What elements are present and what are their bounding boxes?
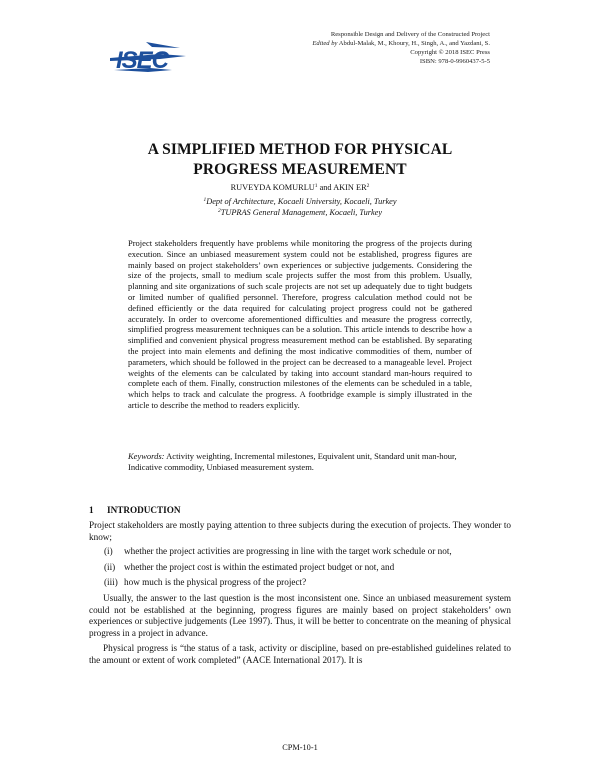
keywords: [128, 451, 472, 473]
keywords-label: Keywords:: [128, 451, 165, 461]
intro-paragraph-3: Physical progress is “the status of a task, activity or discipline, based on pre-established guidelines related to the amount or extent of work completed” (AACE International 2017). It is: [89, 643, 511, 665]
paper-title: [0, 140, 600, 180]
list-item: [104, 562, 511, 574]
intro-paragraph-2: Usually, the answer to the last question is the most inconsistent one. Since an unbiased measurement system could not be established at the beginning, progress figures are mainly based on project stakeholders’ own experiences or subjective judgements (Lee 1997). Thus, it will be better to concentrate on the meaning of physical progress in a project in advance.: [89, 592, 511, 638]
proceedings-title: Responsible Design and Delivery of the Constructed Project: [330, 31, 490, 38]
list-item-text: whether the project cost is within the estimated project budget or not, and: [124, 561, 395, 572]
list-item: [104, 546, 511, 558]
affil-2-sup: 2: [217, 208, 221, 214]
list-item-label: (iii): [104, 577, 118, 588]
author-1-sup: 1: [314, 183, 318, 189]
title-line-2: PROGRESS MEASUREMENT: [193, 161, 407, 178]
intro-paragraph-1: Project stakeholders are mostly paying attention to three subjects during the execution of projects. They wonder to know;: [89, 520, 511, 542]
keywords-text: Activity weighting, Incremental milestones, Equivalent unit, Standard unit man-hour, Indicative commodity, Unbiased measurement system.: [128, 451, 457, 472]
list-item-text: whether the project activities are progressing in line with the target work schedule or not,: [124, 546, 452, 557]
isec-logo: [100, 34, 192, 82]
affiliation-2: [0, 207, 600, 218]
editors-line: [312, 39, 490, 48]
editors-names: Abdul-Malak, M., Khoury, H., Singh, A., and Yazdani, S.: [338, 40, 490, 47]
affil-1-text: Dept of Architecture, Kocaeli University, Kocaeli, Turkey: [206, 197, 397, 206]
affil-1-sup: 1: [203, 197, 207, 203]
copyright-line: Copyright © 2018 ISEC Press: [410, 49, 490, 56]
author-2: AKIN ER: [333, 183, 367, 192]
author-and: and: [319, 183, 332, 192]
section-title: INTRODUCTION: [107, 505, 181, 515]
affil-2-text: TUPRAS General Management, Kocaeli, Turkey: [220, 208, 383, 217]
abstract: Project stakeholders frequently have problems while monitoring the progress of the projects during execution. Since an unbiased measurement system could not be established, progress figures are mainly based on project stakeholders’ own experiences or subjective judgements. Considering the size of the projects, small to medium scale projects suffer the most from this problem. Usually, planning and site organizations of such scale projects are not set up adequately due to tight budgets or limited number of qualified personnel. Therefore, progress calculation method could not be defined efficiently or the data required for calculating project progress could not be gathered accurately. In order to overcome aforementioned difficulties and measure the progress correctly, simplified progress measurement techniques can be a solution. This article intends to describe how a simplified and convenient physical progress measurement method can be established. By separating the project into main elements and defining the most indicative commodities of them, number of parameters, which should be followed in the project can be decreased to a manageable level. Project weights of the elements can be calculated by taking into account standard man-hours required to complete each of them. Finally, construction milestones of the elements can be scheduled in a table, which helps to track and calculate the progress. A footbridge example is simply illustrated in the article to describe the method to readers explicitly.: [128, 238, 472, 410]
page-footer: CPM-10-1: [282, 743, 318, 752]
authors-line: [0, 182, 600, 193]
section-body: [89, 520, 511, 667]
list-item-label: (i): [104, 546, 113, 557]
affiliation-1: [0, 196, 600, 207]
section-number: 1: [89, 505, 94, 515]
isbn-line: ISBN: 978-0-9960437-5-5: [419, 58, 490, 65]
question-list: [104, 546, 511, 589]
author-1: RUVEYDA KOMURLU: [230, 183, 315, 192]
list-item-text: how much is the physical progress of the project?: [124, 577, 307, 588]
logo-text: ISEC: [116, 47, 169, 74]
affiliations: [0, 196, 600, 218]
title-line-1: A SIMPLIFIED METHOD FOR PHYSICAL: [147, 141, 453, 158]
section-heading: [89, 505, 181, 515]
list-item: [104, 577, 511, 589]
author-2-sup: 2: [366, 183, 370, 189]
running-header: [312, 30, 490, 66]
edited-by-label: Edited by: [312, 40, 338, 47]
list-item-label: (ii): [104, 561, 116, 572]
